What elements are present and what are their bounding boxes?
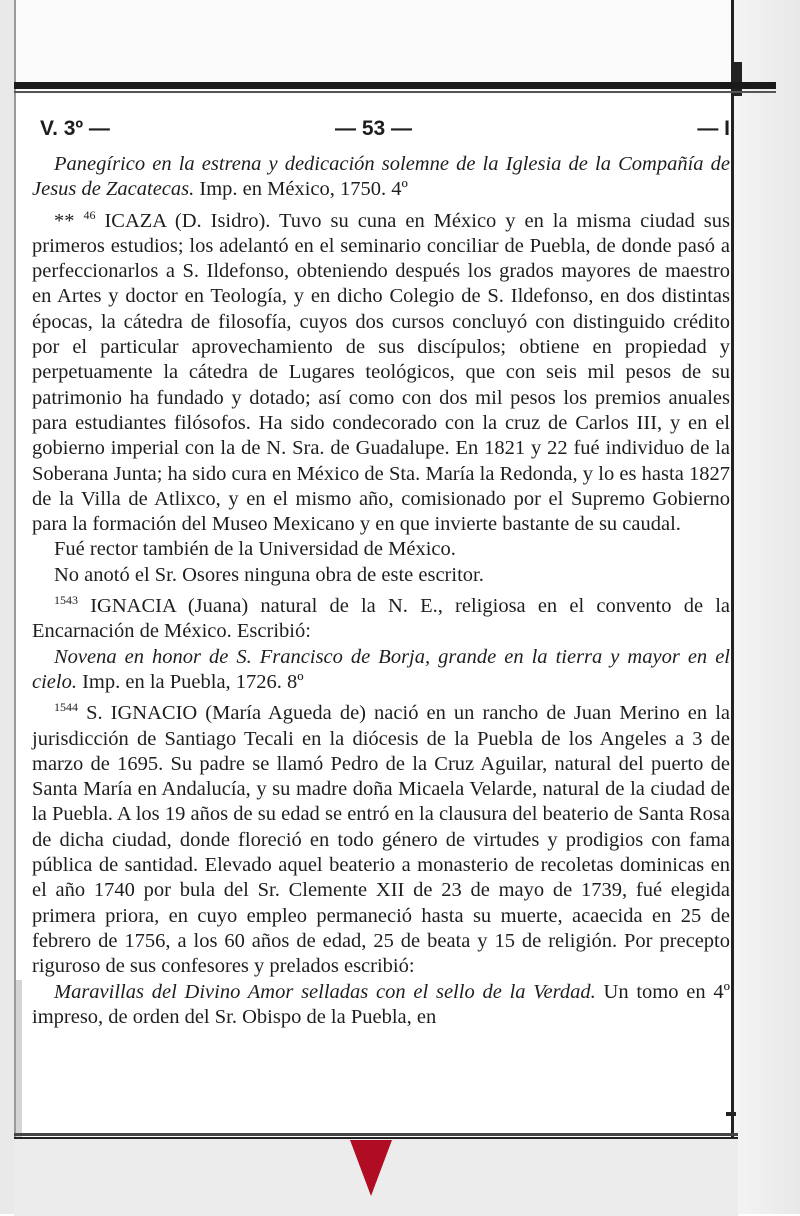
scan-top-margin — [0, 0, 800, 94]
entry-body: (D. Isidro). Tuvo su cuna en México y en la misma ciudad sus primeros estudios; los adelantó en el seminario conciliar de Puebla, de donde pasó a perfeccionarlos a S. Ildefonso, obteniendo después los grados mayores de maestro en Artes y doctor en Teología, y en dicho Colegio de S. Ildefonso, en dos distintas épocas, la cátedra de filosofía, cuyos dos cursos concluyó con distinguido crédito por el particular aprovechamiento de sus discípulos; obtiene en propiedad y perpetuamente la cátedra de Lugares teológicos, que con seis mil pesos de su patrimonio ha fundado y dotado; así como con dos mil pesos los premios anuales para estudiantes filósofos. Ha sido condecorado con la cruz de Carlos III, y en el gobierno imperial con la de N. Sra. de Guadalupe. En 1821 y 22 fué individuo de la Soberana Junta; ha sido cura en México de Sta. María la Redonda, y lo es hasta 1827 de la Villa de Atlixco, y en el mismo año, comisionado por el Supremo Gobierno para la formación del Museo Mexicano y en que invierte bastante de su caudal. — [32, 209, 730, 536]
scan-left-edge — [0, 0, 16, 1214]
entry-continuation — [32, 152, 730, 203]
entry-prefix: ** — [54, 209, 84, 232]
entry-name: S. IGNACIO — [86, 702, 198, 725]
entry-number: 46 — [83, 207, 96, 222]
top-rule — [14, 82, 776, 89]
header-volume: V. 3º — — [40, 117, 110, 140]
scan-right-edge — [731, 0, 800, 1214]
entry-number: 1544 — [54, 700, 78, 715]
triangle-marker-icon — [350, 1140, 392, 1196]
entry-s-ignacio — [32, 701, 730, 979]
entry-body: (Juana) natural de la N. E., religiosa en el convento de la Encarnación de México. Escribió: — [32, 595, 731, 643]
entry-name: ICAZA — [104, 209, 166, 232]
entry-body: (María Agueda de) nació en un rancho de Juan Merino en la jurisdicción de Santiago Tecali en la diócesis de la Puebla de los Angeles a 3 de marzo de 1695. Su padre se llamó Pedro de la Cruz Aguilar, natural del puerto de Santa María en Andalucía, y su madre doña Micaela Velarde, natural de la ciudad de la Puebla. A los 19 años de su edad se entró en la clausura del beaterio de Santa Rosa de dicha ciudad, donde floreció en todo género de virtudes y prodigios con fama pública de santidad. Elevado aquel beaterio a monasterio de recoletas dominicas en el año 1740 por bula del Sr. Clemente XII de 23 de mayo de 1739, fué elegida primera priora, en cuyo empleo permaneció hasta su muerte, acaecida en 25 de febrero de 1756, a los 60 años de edad, 25 de beata y 15 de religión. Por precepto riguroso de sus confesores y prelados escribió: — [32, 702, 731, 978]
entry-ignacia — [32, 594, 730, 645]
work-imprint: Imp. en México, 1750. 4º — [194, 178, 408, 201]
entry-number: 1543 — [54, 593, 78, 608]
work-title: Panegírico en la estrena y dedicación solemne de la Iglesia de la Compañía de Jesus de Zacatecas. — [32, 153, 730, 201]
top-rule-thin — [14, 91, 776, 93]
bottom-rule — [14, 1133, 738, 1136]
work-title: Novena en honor de S. Francisco de Borja, grande en la tierra y mayor en el cielo. — [32, 645, 730, 693]
entry-work — [32, 645, 730, 696]
entry-note: No anotó el Sr. Osores ninguna obra de este escritor. — [54, 563, 484, 586]
page-text — [32, 152, 730, 1030]
entry-icaza — [32, 209, 730, 538]
header-letter: — I — [697, 117, 730, 140]
entry-name: IGNACIA — [90, 595, 176, 618]
scan-right-notch — [726, 1112, 736, 1116]
work-imprint: Imp. en la Puebla, 1726. 8º — [76, 670, 304, 693]
page-header — [40, 117, 730, 147]
work-imprint: Un tomo en 4º impreso, de orden del Sr. Obispo de la Puebla, en — [32, 980, 730, 1028]
work-title: Maravillas del Divino Amor selladas con el sello de la Verdad. — [54, 980, 596, 1003]
entry-work — [32, 980, 730, 1031]
entry-note: Fué rector también de la Universidad de México. — [54, 538, 456, 561]
page-number: — 53 — — [335, 117, 413, 140]
